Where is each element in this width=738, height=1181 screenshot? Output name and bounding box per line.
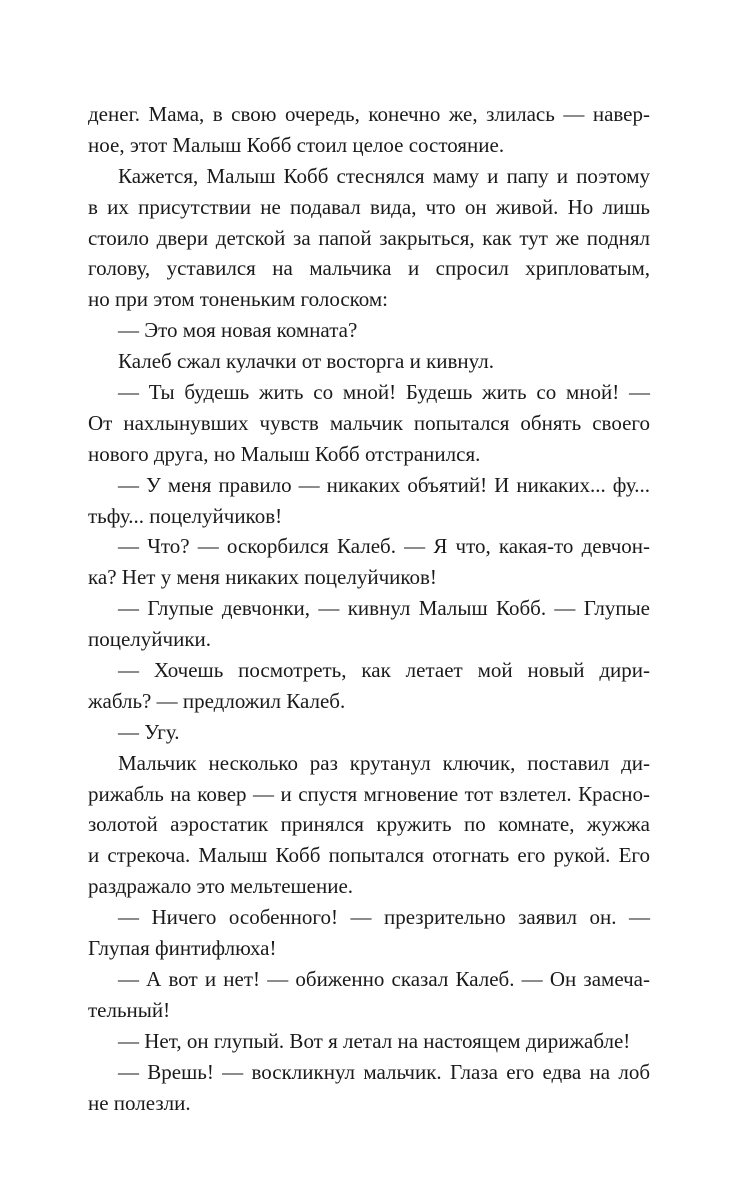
text-line: — Что? — оскорбился Калеб. — Я что, какая-то девчон- bbox=[118, 534, 650, 559]
text-line: раздражало это мельтешение. bbox=[88, 874, 354, 899]
text-line: От нахлынувших чувств мальчик попытался обнять своего bbox=[88, 410, 650, 435]
text-line: в их присутствии не подавал вида, что он живой. Но лишь bbox=[88, 194, 650, 219]
text-line: не полезли. bbox=[88, 1090, 191, 1115]
text-line: рижабль на ковер — и спустя мгновение тот взлетел. Красно- bbox=[88, 781, 650, 806]
text-line: — Ты будешь жить со мной! Будешь жить со мной! — bbox=[118, 380, 650, 405]
text-line: — Глупые девчонки, — кивнул Малыш Кобб. — Глупые bbox=[118, 596, 650, 621]
text-line: — Ничего особенного! — презрительно заявил он. — bbox=[118, 905, 650, 930]
text-line: тьфу... поцелуйчиков! bbox=[88, 503, 283, 528]
text-line: тельный! bbox=[88, 997, 171, 1022]
text-line: но при этом тоненьким голоском: bbox=[88, 287, 389, 312]
text-line: — Врешь! — воскликнул мальчик. Глаза его едва на лоб bbox=[118, 1059, 650, 1084]
text-line: — А вот и нет! — обиженно сказал Калеб. — Он замеча- bbox=[118, 966, 650, 991]
text-line: — Нет, он глупый. Вот я летал на настоящем дирижабле! bbox=[118, 1028, 631, 1053]
text-line: и стрекоча. Малыш Кобб попытался отогнать его рукой. Его bbox=[88, 843, 650, 868]
text-line: — Хочешь посмотреть, как летает мой новый дири- bbox=[118, 658, 650, 683]
text-line: — У меня правило — никаких объятий! И никаких... фу... bbox=[118, 472, 650, 497]
text-line: денег. Мама, в свою очередь, конечно же, злилась — навер- bbox=[88, 102, 650, 126]
text-line: нового друга, но Малыш Кобб отстранился. bbox=[88, 441, 481, 466]
text-line: ка? Нет у меня никаких поцелуйчиков! bbox=[88, 565, 437, 590]
text-line: Кажется, Малыш Кобб стеснялся маму и папу и поэтому bbox=[118, 163, 650, 188]
text-line: золотой аэростатик принялся кружить по комнате, жужжа bbox=[88, 812, 650, 837]
text-line: Калеб сжал кулачки от восторга и кивнул. bbox=[118, 349, 494, 374]
text-line: стоило двери детской за папой закрыться, как тут же поднял bbox=[88, 225, 650, 250]
text-line: — Угу. bbox=[118, 719, 180, 744]
book-page-text bbox=[88, 99, 650, 1118]
text-line: ное, этот Малыш Кобб стоил целое состояние. bbox=[88, 132, 505, 157]
text-line: Мальчик несколько раз крутанул ключик, поставил ди- bbox=[118, 750, 650, 775]
text-line: Глупая финтифлюха! bbox=[88, 936, 277, 961]
text-line: поцелуйчики. bbox=[88, 627, 212, 652]
text-line: жабль? — предложил Калеб. bbox=[88, 688, 346, 713]
text-line: — Это моя новая комната? bbox=[118, 318, 358, 343]
text-line: голову, уставился на мальчика и спросил хрипловатым, bbox=[88, 256, 650, 281]
